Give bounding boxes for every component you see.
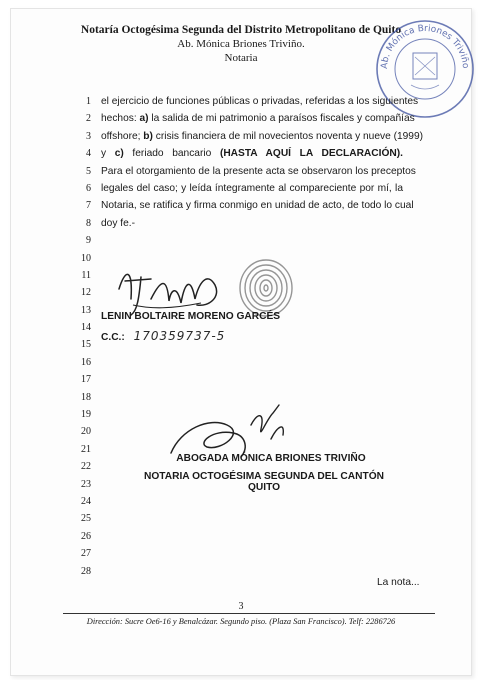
seal-ring-text: Ab. Mónica Briones Triviño [379,23,471,70]
line-number: 23 [81,478,91,490]
notary-name: ABOGADA MÓNICA BRIONES TRIVIÑO [176,453,366,464]
text-line [101,180,403,197]
line-number: 26 [81,530,91,542]
text-segment: la salida de mi patrimonio a paraísos fiscales y compañías [148,113,415,125]
line-number: 5 [86,165,91,177]
text-line [101,215,403,232]
line-number-column [73,93,91,580]
line-number: 2 [86,113,91,125]
text-segment: Notaria, se ratifica y firma conmigo en unidad de acto, de todo lo cual [101,200,414,212]
line-number: 24 [81,495,91,507]
line-number: 17 [81,374,91,386]
notary-title: NOTARIA OCTOGÉSIMA SEGUNDA DEL CANTÓN QUITO [144,471,384,493]
letterhead-notary-name: Ab. Mónica Briones Triviño. [177,38,305,50]
text-segment: crisis financiera de mil novecientos noventa y nueve (1999) [152,130,424,142]
line-number: 6 [86,182,91,194]
text-segment: y [101,148,115,160]
text-segment: feriado bancario [123,148,220,160]
line-number: 10 [81,252,91,264]
line-number: 25 [81,513,91,525]
line-number: 27 [81,548,91,560]
text-segment: legales del caso; y leída íntegramente al compareciente por mí, la [101,182,403,194]
line-number: 15 [81,339,91,351]
text-line [101,110,415,127]
text-line [101,163,416,180]
line-number: 7 [86,200,91,212]
signer-name: LENIN BOLTAIRE MORENO GARCÉS [101,311,281,322]
footer-address: Dirección: Sucre Oe6-16 y Benalcázar. Segundo piso. (Plaza San Francisco). Telf: 2286726 [86,617,396,626]
text-line [101,93,419,110]
document-page [10,8,472,676]
letterhead-role: Notaria [224,52,258,64]
text-segment: el ejercicio de funciones públicas o privadas, referidas a los siguientes [101,96,419,107]
footer-divider [63,613,435,614]
letterhead-title: Notaría Octogésima Segunda del Distrito Metropolitano de Quito [80,24,402,36]
text-segment: doy fe.- [101,217,135,229]
line-number: 19 [81,409,91,421]
text-line [101,128,424,145]
line-number: 8 [86,217,91,229]
line-number: 12 [81,287,91,299]
page-number: 3 [238,601,244,612]
line-number: 9 [86,235,91,247]
text-segment: Para el otorgamiento de la presente acta se observaron los preceptos [101,165,416,177]
id-number: 170359737-5 [133,329,226,343]
line-number: 4 [86,148,91,160]
declaration-text [101,93,424,232]
svg-text:Ab. Mónica Briones Triviño [380,24,470,69]
id-label: C.C.: [101,332,125,343]
item-marker: b) [143,130,153,142]
continuation-note: La nota... [377,577,420,588]
text-segment: offshore; [101,130,144,142]
text-segment: hechos: [101,113,140,125]
line-number: 28 [81,565,91,577]
line-number: 21 [81,443,91,455]
line-number: 22 [81,461,91,473]
line-number: 13 [81,304,91,316]
line-number: 20 [81,426,91,438]
fingerprint [236,257,296,319]
signer-signature [111,259,231,319]
text-line [101,197,414,214]
line-number: 16 [81,356,91,368]
line-number: 3 [86,130,91,142]
line-number: 11 [81,269,91,281]
declaration-end-marker: (HASTA AQUÍ LA DECLARACIÓN). [219,148,403,160]
text-line [101,145,403,162]
line-number: 18 [81,391,91,403]
item-marker: a) [139,113,149,125]
signer-id-line [101,329,225,343]
line-number: 14 [81,322,91,334]
item-marker: c) [114,148,124,160]
line-number: 1 [86,96,91,107]
